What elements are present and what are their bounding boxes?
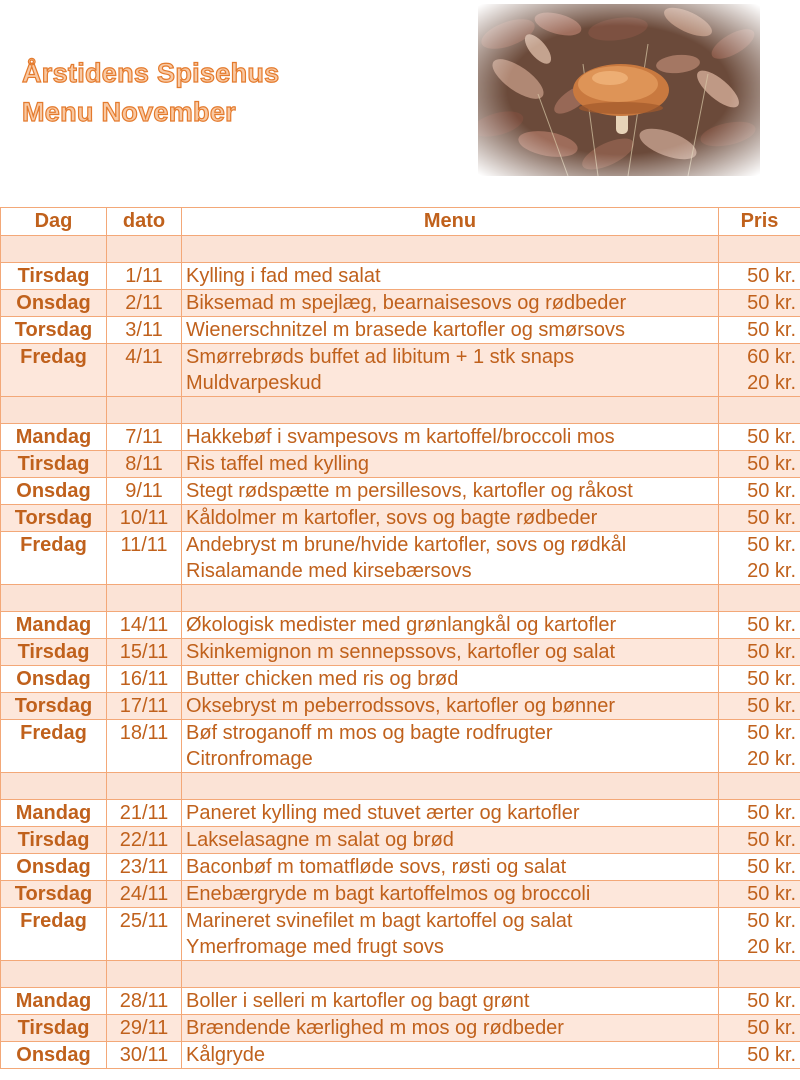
table-row <box>1 424 800 451</box>
dish-name: Wienerschnitzel m brasede kartofler og smørsovs <box>186 319 626 341</box>
day-cell: Torsdag <box>1 881 107 908</box>
table-row <box>1 800 800 827</box>
spacer-cell <box>182 585 719 612</box>
table-row <box>1 317 800 344</box>
spacer-cell <box>182 961 719 988</box>
price-cell <box>719 451 800 478</box>
table-row <box>1 263 800 290</box>
dish-name: Baconbøf m tomatfløde sovs, røsti og salat <box>186 856 567 878</box>
table-row <box>1 1015 800 1042</box>
date-cell: 18/11 <box>107 720 182 773</box>
spacer-cell <box>1 961 107 988</box>
dish-price: 20 kr. <box>747 936 796 958</box>
dish-cell <box>182 451 719 478</box>
week-spacer-row <box>1 585 800 612</box>
day-cell: Torsdag <box>1 505 107 532</box>
spacer-cell <box>719 397 800 424</box>
date-cell: 4/11 <box>107 344 182 397</box>
dish-cell <box>182 532 719 585</box>
price-cell <box>719 908 800 961</box>
table-row <box>1 612 800 639</box>
spacer-cell <box>107 773 182 800</box>
day-cell: Onsdag <box>1 1042 107 1069</box>
table-row <box>1 988 800 1015</box>
table-row <box>1 478 800 505</box>
mushroom-photo <box>478 4 760 176</box>
dish-price: 50 kr. <box>747 1044 796 1066</box>
dish-cell <box>182 478 719 505</box>
dish-cell <box>182 344 719 397</box>
dish-name: Muldvarpeskud <box>186 372 322 394</box>
dish-price: 50 kr. <box>747 883 796 905</box>
dish-cell <box>182 693 719 720</box>
day-cell: Tirsdag <box>1 451 107 478</box>
day-cell: Tirsdag <box>1 263 107 290</box>
day-cell: Fredag <box>1 532 107 585</box>
dish-name: Ris taffel med kylling <box>186 453 370 475</box>
day-cell: Mandag <box>1 800 107 827</box>
date-cell: 30/11 <box>107 1042 182 1069</box>
price-cell <box>719 317 800 344</box>
price-cell <box>719 1015 800 1042</box>
dish-name: Butter chicken med ris og brød <box>186 668 459 690</box>
date-cell: 1/11 <box>107 263 182 290</box>
date-cell: 29/11 <box>107 1015 182 1042</box>
day-cell: Fredag <box>1 344 107 397</box>
dish-name: Økologisk medister med grønlangkål og kartofler <box>186 614 617 636</box>
day-cell: Tirsdag <box>1 1015 107 1042</box>
dish-cell <box>182 290 719 317</box>
table-row <box>1 290 800 317</box>
spacer-cell <box>182 397 719 424</box>
dish-price: 50 kr. <box>747 856 796 878</box>
day-cell: Onsdag <box>1 478 107 505</box>
date-cell: 8/11 <box>107 451 182 478</box>
dish-price: 50 kr. <box>747 507 796 529</box>
dish-cell <box>182 800 719 827</box>
date-cell: 11/11 <box>107 532 182 585</box>
date-cell: 14/11 <box>107 612 182 639</box>
table-row <box>1 532 800 585</box>
spacer-cell <box>719 236 800 263</box>
day-cell: Onsdag <box>1 290 107 317</box>
day-cell: Tirsdag <box>1 639 107 666</box>
column-header-menu: Menu <box>182 208 719 236</box>
date-cell: 2/11 <box>107 290 182 317</box>
dish-cell <box>182 908 719 961</box>
dish-price: 50 kr. <box>747 829 796 851</box>
price-cell <box>719 290 800 317</box>
date-cell: 9/11 <box>107 478 182 505</box>
spacer-cell <box>719 961 800 988</box>
dish-cell <box>182 666 719 693</box>
spacer-cell <box>1 773 107 800</box>
price-cell <box>719 532 800 585</box>
dish-price: 50 kr. <box>747 802 796 824</box>
spacer-cell <box>182 236 719 263</box>
day-cell: Mandag <box>1 988 107 1015</box>
table-row <box>1 451 800 478</box>
table-row <box>1 693 800 720</box>
spacer-cell <box>107 236 182 263</box>
date-cell: 28/11 <box>107 988 182 1015</box>
dish-price: 20 kr. <box>747 748 796 770</box>
spacer-cell <box>1 397 107 424</box>
table-row <box>1 827 800 854</box>
dish-name: Kåldolmer m kartofler, sovs og bagte rødbeder <box>186 507 598 529</box>
price-cell <box>719 881 800 908</box>
dish-price: 50 kr. <box>747 641 796 663</box>
date-cell: 23/11 <box>107 854 182 881</box>
table-row <box>1 666 800 693</box>
day-cell: Mandag <box>1 424 107 451</box>
spacer-cell <box>107 585 182 612</box>
dish-name: Kylling i fad med salat <box>186 265 381 287</box>
price-cell <box>719 612 800 639</box>
price-cell <box>719 639 800 666</box>
dish-price: 50 kr. <box>747 319 796 341</box>
day-cell: Onsdag <box>1 666 107 693</box>
week-spacer-row <box>1 773 800 800</box>
day-cell: Tirsdag <box>1 827 107 854</box>
dish-price: 50 kr. <box>747 722 796 744</box>
dish-name: Biksemad m spejlæg, bearnaisesovs og rødbeder <box>186 292 627 314</box>
dish-price: 20 kr. <box>747 560 796 582</box>
dish-cell <box>182 854 719 881</box>
dish-name: Enebærgryde m bagt kartoffelmos og broccoli <box>186 883 591 905</box>
price-cell <box>719 988 800 1015</box>
column-header-day: Dag <box>1 208 107 236</box>
dish-name: Stegt rødspætte m persillesovs, kartofler og råkost <box>186 480 633 502</box>
dish-cell <box>182 424 719 451</box>
column-header-date: dato <box>107 208 182 236</box>
day-cell: Torsdag <box>1 693 107 720</box>
price-cell <box>719 854 800 881</box>
date-cell: 16/11 <box>107 666 182 693</box>
table-row <box>1 908 800 961</box>
spacer-cell <box>719 585 800 612</box>
price-cell <box>719 800 800 827</box>
table-row <box>1 344 800 397</box>
dish-name: Skinkemignon m sennepssovs, kartofler og salat <box>186 641 616 663</box>
menu-title: Menu November <box>22 97 236 127</box>
dish-cell <box>182 612 719 639</box>
header-row <box>1 208 800 236</box>
dish-price: 50 kr. <box>747 480 796 502</box>
day-cell: Onsdag <box>1 854 107 881</box>
week-spacer-row <box>1 236 800 263</box>
price-cell <box>719 478 800 505</box>
dish-price: 60 kr. <box>747 346 796 368</box>
dish-cell <box>182 263 719 290</box>
dish-name: Smørrebrøds buffet ad libitum + 1 stk snaps <box>186 346 575 368</box>
date-cell: 24/11 <box>107 881 182 908</box>
dish-name: Citronfromage <box>186 748 313 770</box>
dish-price: 50 kr. <box>747 614 796 636</box>
day-cell: Fredag <box>1 908 107 961</box>
dish-name: Bøf stroganoff m mos og bagte rodfrugter <box>186 722 553 744</box>
date-cell: 3/11 <box>107 317 182 344</box>
price-cell <box>719 720 800 773</box>
dish-cell <box>182 881 719 908</box>
dish-price: 50 kr. <box>747 668 796 690</box>
dish-name: Boller i selleri m kartofler og bagt grønt <box>186 990 530 1012</box>
table-row <box>1 881 800 908</box>
dish-price: 50 kr. <box>747 695 796 717</box>
day-cell: Torsdag <box>1 317 107 344</box>
week-spacer-row <box>1 397 800 424</box>
table-row <box>1 639 800 666</box>
date-cell: 7/11 <box>107 424 182 451</box>
table-row <box>1 720 800 773</box>
day-cell: Mandag <box>1 612 107 639</box>
date-cell: 15/11 <box>107 639 182 666</box>
dish-name: Paneret kylling med stuvet ærter og kartofler <box>186 802 580 824</box>
spacer-cell <box>107 961 182 988</box>
dish-price: 50 kr. <box>747 990 796 1012</box>
date-cell: 21/11 <box>107 800 182 827</box>
dish-price: 50 kr. <box>747 426 796 448</box>
dish-name: Lakselasagne m salat og brød <box>186 829 454 851</box>
price-cell <box>719 827 800 854</box>
dish-cell <box>182 505 719 532</box>
dish-name: Oksebryst m peberrodssovs, kartofler og bønner <box>186 695 616 717</box>
date-cell: 22/11 <box>107 827 182 854</box>
date-cell: 25/11 <box>107 908 182 961</box>
date-cell: 10/11 <box>107 505 182 532</box>
price-cell <box>719 693 800 720</box>
dish-price: 50 kr. <box>747 453 796 475</box>
day-cell: Fredag <box>1 720 107 773</box>
price-cell <box>719 1042 800 1069</box>
price-cell <box>719 505 800 532</box>
spacer-cell <box>107 397 182 424</box>
date-cell: 17/11 <box>107 693 182 720</box>
spacer-cell <box>1 585 107 612</box>
table-row <box>1 854 800 881</box>
dish-cell <box>182 1015 719 1042</box>
dish-cell <box>182 827 719 854</box>
week-spacer-row <box>1 961 800 988</box>
dish-cell <box>182 317 719 344</box>
price-cell <box>719 263 800 290</box>
dish-price: 50 kr. <box>747 534 796 556</box>
price-cell <box>719 344 800 397</box>
dish-price: 50 kr. <box>747 265 796 287</box>
restaurant-name: Årstidens Spisehus <box>22 58 280 88</box>
dish-name: Ymerfromage med frugt sovs <box>186 936 444 958</box>
dish-price: 50 kr. <box>747 292 796 314</box>
dish-name: Kålgryde <box>186 1044 265 1066</box>
spacer-cell <box>182 773 719 800</box>
dish-price: 50 kr. <box>747 910 796 932</box>
price-cell <box>719 666 800 693</box>
dish-cell <box>182 720 719 773</box>
dish-name: Risalamande med kirsebærsovs <box>186 560 472 582</box>
dish-cell <box>182 639 719 666</box>
dish-name: Andebryst m brune/hvide kartofler, sovs og rødkål <box>186 534 627 556</box>
column-header-price: Pris <box>719 208 800 236</box>
dish-price: 50 kr. <box>747 1017 796 1039</box>
dish-cell <box>182 1042 719 1069</box>
spacer-cell <box>1 236 107 263</box>
spacer-cell <box>719 773 800 800</box>
dish-name: Hakkebøf i svampesovs m kartoffel/broccoli mos <box>186 426 615 448</box>
dish-name: Marineret svinefilet m bagt kartoffel og salat <box>186 910 573 932</box>
dish-name: Brændende kærlighed m mos og rødbeder <box>186 1017 564 1039</box>
dish-cell <box>182 988 719 1015</box>
menu-table <box>0 207 800 1069</box>
table-row <box>1 1042 800 1069</box>
dish-price: 20 kr. <box>747 372 796 394</box>
price-cell <box>719 424 800 451</box>
table-row <box>1 505 800 532</box>
